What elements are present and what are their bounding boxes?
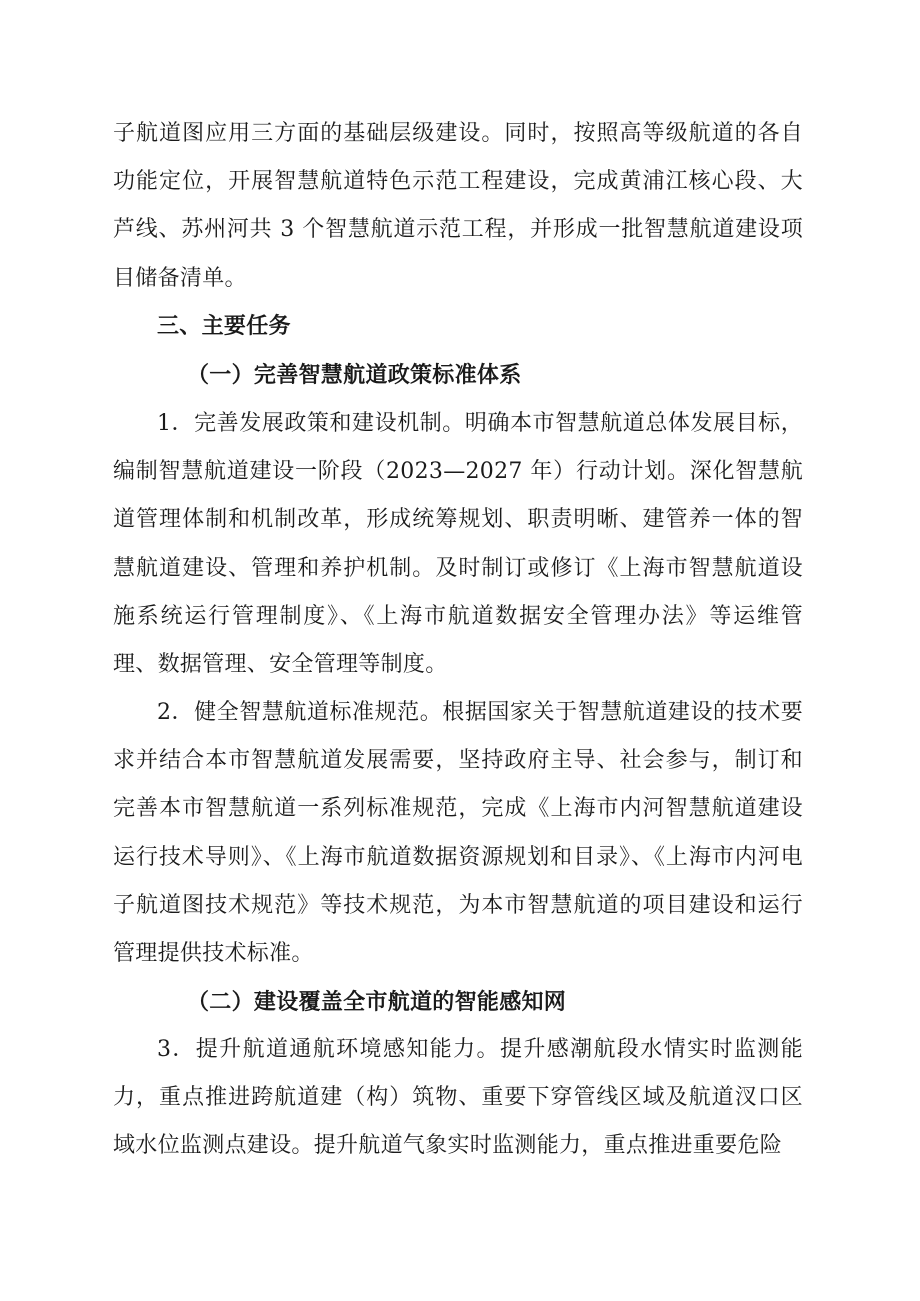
subsection-heading-2: （二）建设覆盖全市航道的智能感知网 <box>187 989 567 1015</box>
paragraph-item-1: 1．完善发展政策和建设机制。明确本市智慧航道总体发展目标，编制智慧航道建设一阶段（2023—2027 年）行动计划。深化智慧航道管理体制和机制改革，形成统筹规划、职责明晰、建管养一体的智慧航道建设、管理和养护机制。及时制订或修订《上海市智慧航道设施系统运行管理制度》、《上海市航道数据安全管理办法》等运维管理、数据管理、安全管理等制度。 <box>113 411 803 678</box>
paragraph-item-3: 3．提升航道通航环境感知能力。提升感潮航段水情实时监测能力，重点推进跨航道建（构）筑物、重要下穿管线区域及航道汊口区域水位监测点建设。提升航道气象实时监测能力，重点推进重要危险 <box>113 1037 803 1159</box>
paragraph-continuation: 子航道图应用三方面的基础层级建设。同时，按照高等级航道的各自功能定位，开展智慧航道特色示范工程建设，完成黄浦江核心段、大芦线、苏州河共 3 个智慧航道示范工程，并形成一批智慧航道建设项目储备清单。 <box>113 121 803 291</box>
subsection-heading-1: （一）完善智慧航道政策标准体系 <box>187 362 522 388</box>
paragraph-item-2: 2．健全智慧航道标准规范。根据国家关于智慧航道建设的技术要求并结合本市智慧航道发展需要，坚持政府主导、社会参与，制订和完善本市智慧航道一系列标准规范，完成《上海市内河智慧航道建设运行技术导则》、《上海市航道数据资源规划和目录》、《上海市内河电子航道图技术规范》等技术规范，为本市智慧航道的项目建设和运行管理提供技术标准。 <box>113 700 803 967</box>
section-heading-main-tasks: 三、主要任务 <box>157 314 291 339</box>
